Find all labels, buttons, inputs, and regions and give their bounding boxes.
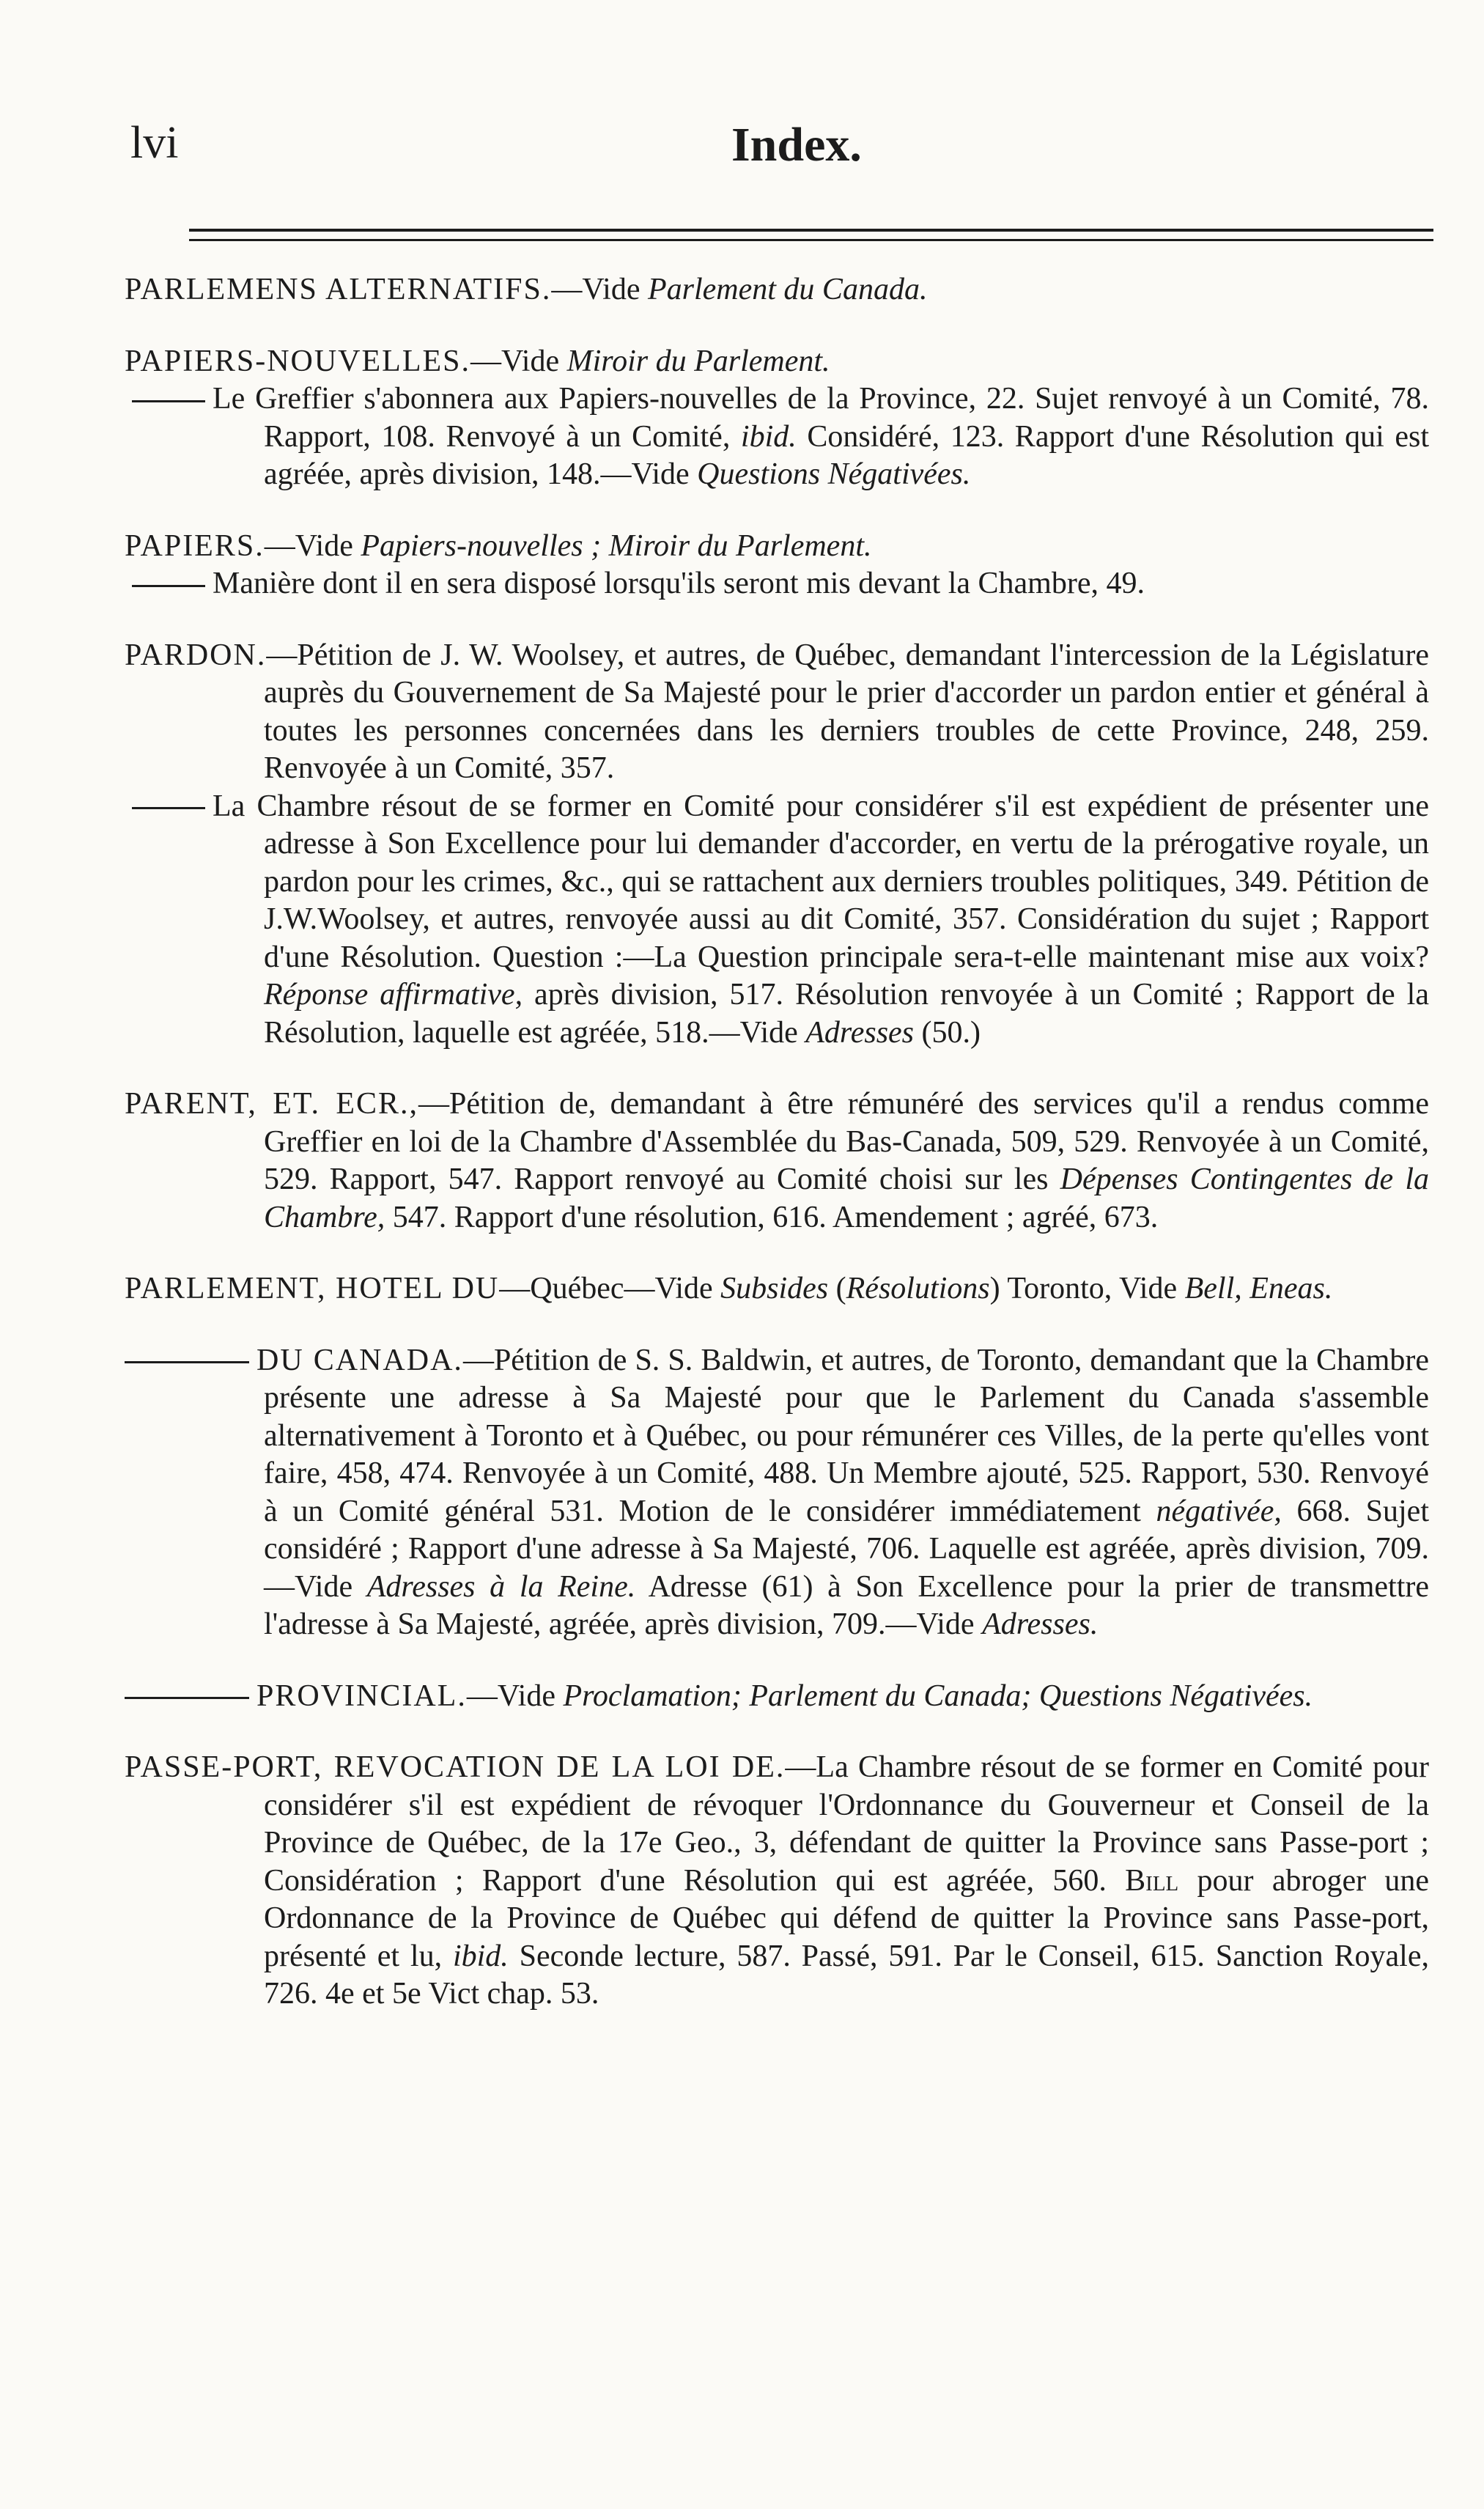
index-entry: PROVINCIAL.—Vide Proclamation; Parlement du Canada; Questions Négativées. bbox=[125, 1678, 1429, 1716]
page-title: Index. bbox=[731, 118, 862, 172]
page-header bbox=[123, 110, 1435, 191]
entry-heading: PROVINCIAL. bbox=[256, 1679, 467, 1713]
em-dash-rule bbox=[125, 1697, 249, 1699]
entry-heading: PARDON. bbox=[125, 638, 267, 672]
entry-heading: PARLEMENS ALTERNATIFS. bbox=[125, 273, 552, 306]
index-entry: PARDON.—Pétition de J. W. Woolsey, et autres, de Québec, demandant l'intercession de la Législature auprès du Gouvernement de Sa Majesté pour le prier d'accorder un pardon entier et général à toutes les personnes concernées dans les derniers troubles de cette Province, 248, 259. Renvoyée à un Comité, 357. La Chambre résout de se former en Comité pour considérer s'il est expédient de présenter une adresse à Son Excellence pour lui demander d'accorder, en vertu de la prérogative royale, un pardon pour les crimes, &c., qui se rattachent aux derniers troubles politiques, 349. Pétition de J.W.Woolsey, et autres, renvoyée aussi au dit Comité, 357. Considération du sujet ; Rapport d'une Résolution. Question :—La Question principale sera-t-elle maintenant mise aux voix? Réponse affirmative, après division, 517. Résolution renvoyée à un Comité ; Rapport de la Résolution, laquelle est agréée, 518.—Vide Adresses (50.) bbox=[125, 637, 1429, 1053]
entry-heading: PAPIERS-NOUVELLES. bbox=[125, 344, 470, 378]
em-dash-rule bbox=[125, 1361, 249, 1363]
index-entry: PASSE-PORT, REVOCATION DE LA LOI DE.—La Chambre résout de se former en Comité pour considérer s'il est expédient de révoquer l'Ordonnance du Gouverneur et Conseil de la Province de Québec, de la 17e Geo., 3, défendant de quitter la Province sans Passe-port ; Considération ; Rapport d'une Résolution qui est agréée, 560. Bill pour abroger une Ordonnance de la Province de Québec qui défend de quitter la Province sans Passe-port, présenté et lu, ibid. Seconde lecture, 587. Passé, 591. Par le Conseil, 615. Sanction Royale, 726. 4e et 5e Vict chap. 53. bbox=[125, 1750, 1429, 2011]
sub-entry: La Chambre résout de se former en Comité pour considérer s'il est expédient de présenter une adresse à Son Excellence pour lui demander d'accorder, en vertu de la prérogative royale, un pardon pour les crimes, &c., qui se rattachent aux derniers troubles politiques, 349. Pétition de J.W.Woolsey, et autres, renvoyée aussi au dit Comité, 357. Considération du sujet ; Rapport d'une Résolution. Question :—La Question principale sera-t-elle maintenant mise aux voix? Réponse affirmative, après division, 517. Résolution renvoyée à un Comité ; Rapport de la Résolution, laquelle est agréée, 518.—Vide Adresses (50.) bbox=[125, 788, 1429, 1053]
entry-heading: PASSE-PORT, REVOCATION DE LA LOI DE. bbox=[125, 1750, 786, 1784]
index-entry: PARLEMENS ALTERNATIFS.—Vide Parlement du Canada. bbox=[125, 273, 928, 306]
sub-entry: Manière dont il en sera disposé lorsqu'ils seront mis devant la Chambre, 49. bbox=[125, 565, 1429, 603]
index-entry: DU CANADA.—Pétition de S. S. Baldwin, et autres, de Toronto, demandant que la Chambre présente une adresse à Sa Majesté pour que le Parlement du Canada s'assemble alternativement à Toronto et à Québec, ou pour rémunérer ces Villes, de la perte qu'elles vont faire, 458, 474. Renvoyée à un Comité, 488. Un Membre ajouté, 525. Rapport, 530. Renvoyé à un Comité général 531. Motion de le considérer immédiatement négativée, 668. Sujet considéré ; Rapport d'une adresse à Sa Majesté, 706. Laquelle est agréée, après division, 709.—Vide Adresses à la Reine. Adresse (61) à Son Excellence pour la prier de transmettre l'adresse à Sa Majesté, agréée, après division, 709.—Vide Adresses. bbox=[125, 1342, 1429, 1644]
index-entry: PARLEMENT, HOTEL DU—Québec—Vide Subsides (Résolutions) Toronto, Vide Bell, Eneas. bbox=[125, 1272, 1333, 1305]
em-dash-rule bbox=[132, 400, 205, 402]
sub-entry: Le Greffier s'abonnera aux Papiers-nouvelles de la Province, 22. Sujet renvoyé à un Comité, 78. Rapport, 108. Renvoyé à un Comité, ibid. Considéré, 123. Rapport d'une Résolution qui est agréée, après division, 148.—Vide Questions Négativées. bbox=[125, 380, 1429, 494]
entry-heading: DU CANADA. bbox=[256, 1343, 463, 1377]
index-entry: PARENT, ET. ECR.,—Pétition de, demandant à être rémunéré des services qu'il a rendus comme Greffier en loi de la Chambre d'Assemblée du Bas-Canada, 509, 529. Renvoyée à un Comité, 529. Rapport, 547. Rapport renvoyé au Comité choisi sur les Dépenses Contingentes de la Chambre, 547. Rapport d'une résolution, 616. Amendement ; agréé, 673. bbox=[125, 1087, 1430, 1234]
index-content bbox=[125, 271, 1429, 2047]
index-entry: PAPIERS.—Vide Papiers-nouvelles ; Miroir du Parlement. Manière dont il en sera disposé lorsqu'ils seront mis devant la Chambre, 49. bbox=[125, 528, 1429, 603]
entry-heading: PARENT, ET. ECR., bbox=[125, 1087, 419, 1121]
em-dash-rule bbox=[132, 585, 205, 587]
index-entry: PAPIERS-NOUVELLES.—Vide Miroir du Parlement. Le Greffier s'abonnera aux Papiers-nouvelles de la Province, 22. Sujet renvoyé à un Comité, 78. Rapport, 108. Renvoyé à un Comité, ibid. Considéré, 123. Rapport d'une Résolution qui est agréée, après division, 148.—Vide Questions Négativées. bbox=[125, 343, 1429, 494]
page-number: lvi bbox=[130, 118, 179, 168]
em-dash-rule bbox=[132, 807, 205, 809]
header-rule-bottom bbox=[189, 239, 1433, 241]
entry-heading: PAPIERS. bbox=[125, 528, 265, 563]
entry-heading: PARLEMENT, HOTEL DU bbox=[125, 1272, 500, 1305]
header-rule-top bbox=[189, 229, 1433, 232]
